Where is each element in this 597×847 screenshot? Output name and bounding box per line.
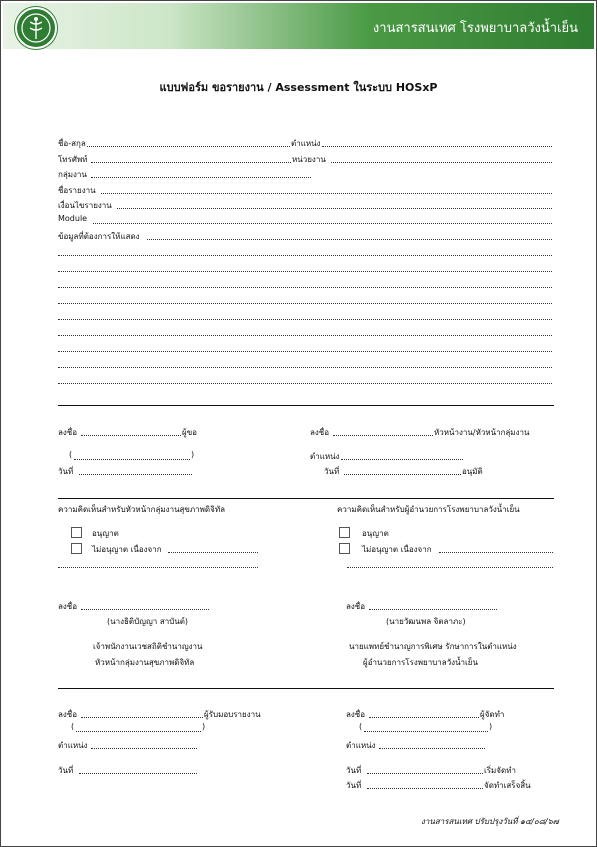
left-deny-checkbox[interactable] <box>71 543 82 554</box>
right-official-role1: นายแพทย์ชำนาญการพิเศษ รักษาการในตำแหน่ง <box>349 642 517 651</box>
maker-start-date-field[interactable] <box>367 773 483 774</box>
sign-label: ลงชื่อ <box>310 428 330 437</box>
right-reason-line[interactable] <box>347 567 553 568</box>
requester-label: ผู้ขอ <box>182 428 197 437</box>
sign-label: ลงชื่อ <box>346 710 366 719</box>
name-label: ชื่อ-สกุล <box>58 139 86 148</box>
sign-label: ลงชื่อ <box>346 602 366 611</box>
sign-label: ลงชื่อ <box>58 710 78 719</box>
date-label: วันที่ <box>346 766 362 775</box>
blank-line[interactable] <box>58 319 552 320</box>
module-field[interactable] <box>93 223 552 224</box>
requester-date-field[interactable] <box>79 474 192 475</box>
section-divider <box>58 498 554 499</box>
phone-label: โทรศัพท์ <box>58 155 88 164</box>
name-field[interactable] <box>87 146 290 147</box>
footer-text: งานสารสนเทศ ปรับปรุงวันที่ ๑๔/๐๘/๖๗ <box>421 817 559 826</box>
blank-line[interactable] <box>58 367 552 368</box>
position-label: ตำแหน่ง <box>310 452 340 461</box>
report-condition-field[interactable] <box>117 208 552 209</box>
head-role-label: หัวหน้างาน/หัวหน้ากลุ่มงาน <box>434 428 530 437</box>
date-label: วันที่ <box>324 467 340 476</box>
sign-label: ลงชื่อ <box>58 602 78 611</box>
left-approve-checkbox[interactable] <box>71 527 82 538</box>
requester-sign-field[interactable] <box>81 435 181 436</box>
approve-date-field[interactable] <box>344 474 461 475</box>
approved-date-label: อนุมัติ <box>462 467 483 476</box>
right-official-sign-field[interactable] <box>369 609 497 610</box>
left-deny-label: ไม่อนุญาต เนื่องจาก <box>92 545 162 554</box>
right-deny-label: ไม่อนุญาต เนื่องจาก <box>362 545 432 554</box>
section-divider <box>58 405 554 406</box>
open-paren: ( <box>71 722 75 731</box>
receiver-label: ผู้รับมอบรายงาน <box>204 710 261 719</box>
right-opinion-title: ความคิดเห็นสำหรับผู้อำนวยการโรงพยาบาลวังน้ำเย็น <box>337 505 520 514</box>
date-label: วันที่ <box>346 781 362 790</box>
group-label: กลุ่มงาน <box>58 170 87 179</box>
blank-line[interactable] <box>58 271 552 272</box>
blank-line[interactable] <box>58 351 552 352</box>
receiver-sign-field[interactable] <box>81 717 203 718</box>
maker-label: ผู้จัดทำ <box>480 710 505 719</box>
receiver-name-field[interactable] <box>76 731 201 732</box>
position-label: ตำแหน่ง <box>291 139 321 148</box>
maker-position-field[interactable] <box>379 748 485 749</box>
right-deny-checkbox[interactable] <box>339 543 350 554</box>
receiver-date-field[interactable] <box>79 773 197 774</box>
section-divider <box>58 688 554 689</box>
close-paren: ) <box>489 722 493 731</box>
module-label: Module <box>58 214 88 223</box>
phone-field[interactable] <box>91 162 291 163</box>
date-label: วันที่ <box>58 467 74 476</box>
form-title: แบบฟอร์ม ขอรายงาน / Assessment ในระบบ HOSxP <box>159 81 438 94</box>
left-approve-label: อนุญาต <box>92 529 119 538</box>
blank-line[interactable] <box>58 383 552 384</box>
blank-line[interactable] <box>58 335 552 336</box>
blank-line[interactable] <box>58 303 552 304</box>
report-condition-label: เงื่อนไขรายงาน <box>58 201 112 210</box>
right-approve-checkbox[interactable] <box>339 527 350 538</box>
right-official-name: (นายวัฒนพล จิตลาภะ) <box>386 617 466 626</box>
maker-sign-field[interactable] <box>369 717 479 718</box>
report-name-label: ชื่อรายงาน <box>58 186 96 195</box>
left-deny-reason-field[interactable] <box>168 552 258 553</box>
right-approve-label: อนุญาต <box>362 529 389 538</box>
left-official-role1: เจ้าพนักงานเวชสถิติชำนาญงาน <box>93 642 203 651</box>
maker-done-date-field[interactable] <box>367 788 483 789</box>
left-official-role2: หัวหน้ากลุ่มงานสุขภาพดิจิทัล <box>95 658 195 667</box>
left-reason-line[interactable] <box>58 567 258 568</box>
close-paren: ) <box>191 450 195 459</box>
unit-label: หน่วยงาน <box>292 155 326 164</box>
display-data-label: ข้อมูลที่ต้องการให้แสดง <box>58 232 140 241</box>
right-official-role2: ผู้อำนวยการโรงพยาบาลวังน้ำเย็น <box>363 658 478 667</box>
blank-line[interactable] <box>58 287 552 288</box>
date-label: วันที่ <box>58 766 74 775</box>
unit-field[interactable] <box>331 162 552 163</box>
head-position-field[interactable] <box>341 459 463 460</box>
maker-name-field[interactable] <box>364 731 488 732</box>
open-paren: ( <box>359 722 363 731</box>
start-label: เริ่มจัดทำ <box>484 766 516 775</box>
done-label: จัดทำเสร็จสิ้น <box>484 781 531 790</box>
right-deny-reason-field[interactable] <box>439 552 553 553</box>
report-name-field[interactable] <box>101 193 552 194</box>
open-paren: ( <box>69 450 73 459</box>
header-banner <box>3 3 594 49</box>
left-opinion-title: ความคิดเห็นสำหรับหัวหน้ากลุ่มงานสุขภาพดิจิทัล <box>58 505 225 514</box>
requester-name-field[interactable] <box>74 459 190 460</box>
close-paren: ) <box>202 722 206 731</box>
group-field[interactable] <box>91 177 311 178</box>
head-sign-field[interactable] <box>333 435 433 436</box>
hospital-logo-icon <box>15 7 57 49</box>
left-official-name: (นางธิติบัญญา สาบันต์) <box>107 617 189 626</box>
header-title: งานสารสนเทศ โรงพยาบาลวังน้ำเย็น <box>372 21 578 36</box>
left-official-sign-field[interactable] <box>81 609 209 610</box>
position-label: ตำแหน่ง <box>346 741 376 750</box>
sign-label: ลงชื่อ <box>58 428 78 437</box>
position-field[interactable] <box>322 146 552 147</box>
position-label: ตำแหน่ง <box>58 741 88 750</box>
blank-line[interactable] <box>58 255 552 256</box>
display-data-field[interactable] <box>147 239 552 240</box>
receiver-position-field[interactable] <box>91 748 197 749</box>
